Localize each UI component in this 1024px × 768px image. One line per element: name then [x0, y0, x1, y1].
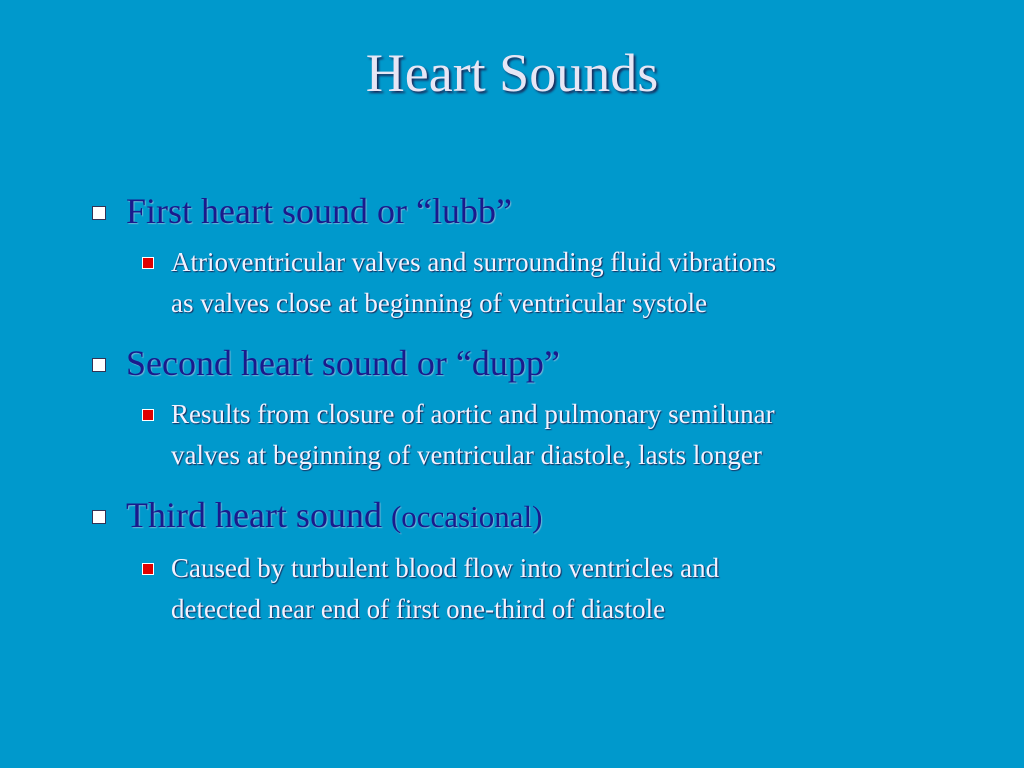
main-bullet-note: (occasional) — [390, 499, 543, 534]
slide-body — [88, 188, 988, 630]
main-bullet-text: First heart sound or “lubb” — [126, 191, 512, 231]
slide-title: Heart Sounds — [365, 43, 659, 103]
red-square-bullet-icon — [142, 257, 154, 269]
square-bullet-icon — [92, 510, 106, 524]
square-bullet-icon — [92, 206, 106, 220]
main-bullet-2 — [88, 340, 988, 386]
sub-bullet-3 — [136, 548, 988, 630]
sub-bullet-text-line-2: valves at beginning of ventricular diastole, lasts longer — [171, 440, 762, 470]
red-square-bullet-icon — [142, 409, 154, 421]
sub-bullet-text-line-2: as valves close at beginning of ventricular systole — [171, 288, 708, 318]
bullet-group-2 — [88, 340, 988, 476]
sub-bullet-text-line-1: Atrioventricular valves and surrounding fluid vibrations — [171, 247, 777, 277]
main-bullet-text: Second heart sound or “dupp” — [126, 343, 560, 383]
square-bullet-icon — [92, 358, 106, 372]
sub-bullet-1 — [136, 242, 988, 324]
bullet-group-1 — [88, 188, 988, 324]
sub-bullet-text-line-2: detected near end of first one-third of diastole — [171, 594, 666, 624]
bullet-group-3 — [88, 492, 988, 630]
sub-bullet-2 — [136, 394, 988, 476]
main-bullet-3 — [88, 492, 988, 540]
sub-bullet-text-line-1: Results from closure of aortic and pulmonary semilunar — [171, 399, 775, 429]
red-square-bullet-icon — [142, 563, 154, 575]
main-bullet-text: Third heart sound — [126, 495, 382, 535]
sub-bullet-text-line-1: Caused by turbulent blood flow into ventricles and — [171, 553, 720, 583]
main-bullet-1 — [88, 188, 988, 234]
